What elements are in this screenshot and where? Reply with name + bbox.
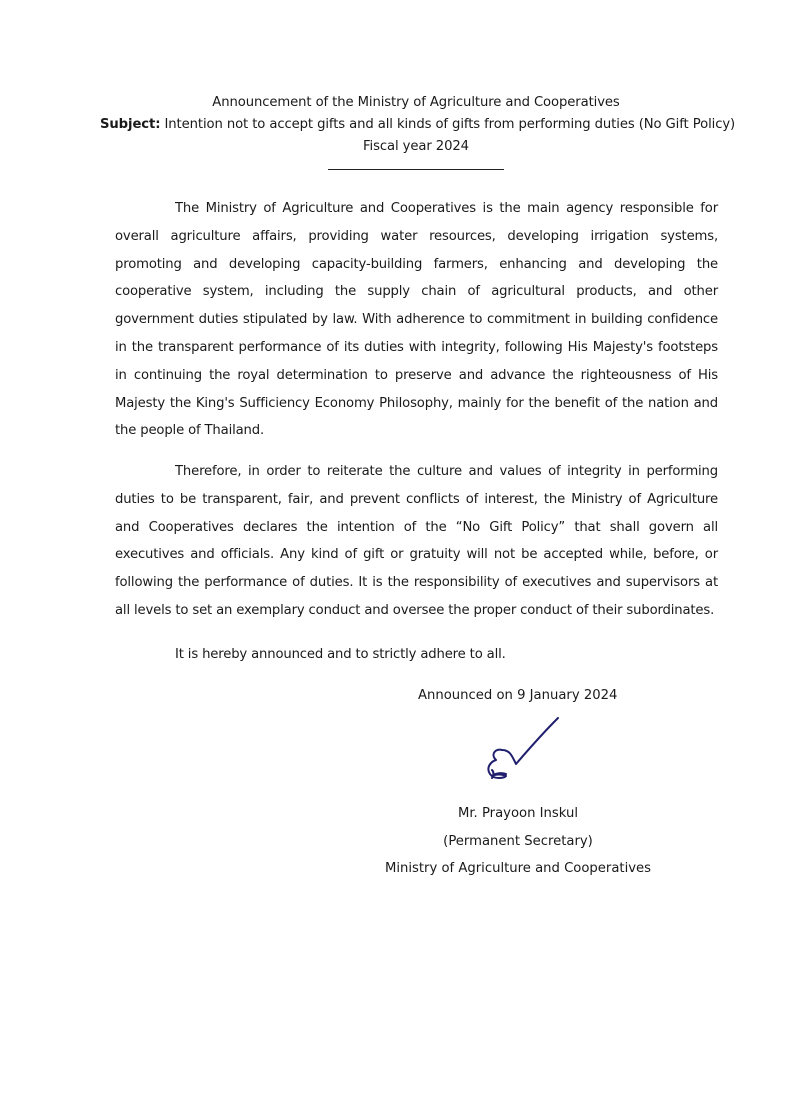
subject-line <box>100 114 736 136</box>
paragraph-text: Therefore, in order to reiterate the culture and values of integrity in performing duties to be transparent, fair, and prevent conflicts of interest, the Ministry of Agriculture and Cooperatives declares the intention of the “No Gift Policy” that shall govern all executives and officials. Any kind of gift or gratuity will not be accepted while, before, or following the performance of duties. It is the responsibility of executives and supervisors at all levels to set an exemplary conduct and oversee the proper conduct of their subordinates. <box>115 464 718 618</box>
paragraph-text: It is hereby announced and to strictly adhere to all. <box>175 647 506 662</box>
subject-label: Subject: <box>100 117 161 132</box>
fiscal-year: Fiscal year 2024 <box>363 139 469 154</box>
signatory-title: (Permanent Secretary) <box>443 833 593 849</box>
signature-icon <box>480 712 560 782</box>
subject-text: Intention not to accept gifts and all kinds of gifts from performing duties (No Gift Policy) <box>160 117 736 132</box>
header-divider <box>328 169 504 170</box>
signatory-organization: Ministry of Agriculture and Cooperatives <box>384 861 652 876</box>
body-paragraph-1 <box>115 195 718 445</box>
announcement-date: Announced on 9 January 2024 <box>418 688 618 703</box>
body-paragraph-2 <box>115 458 718 625</box>
signatory-name: Mr. Prayoon Inskul <box>457 806 579 821</box>
document-header <box>100 92 736 158</box>
announcement-title: Announcement of the Ministry of Agriculture and Cooperatives <box>212 95 620 110</box>
paragraph-text: The Ministry of Agriculture and Cooperatives is the main agency responsible for overall agriculture affairs, providing water resources, developing irrigation systems, promoting and developing capacity-building farmers, enhancing and developing the cooperative system, including the supply chain of agricultural products, and other government duties stipulated by law. With adherence to commitment in building confidence in the transparent performance of its duties with integrity, following His Majesty's footsteps in continuing the royal determination to preserve and advance the righteousness of His Majesty the King's Sufficiency Economy Philosophy, mainly for the benefit of the nation and the people of Thailand. <box>115 201 718 439</box>
body-paragraph-3 <box>115 641 718 669</box>
signatory-block <box>380 800 656 883</box>
